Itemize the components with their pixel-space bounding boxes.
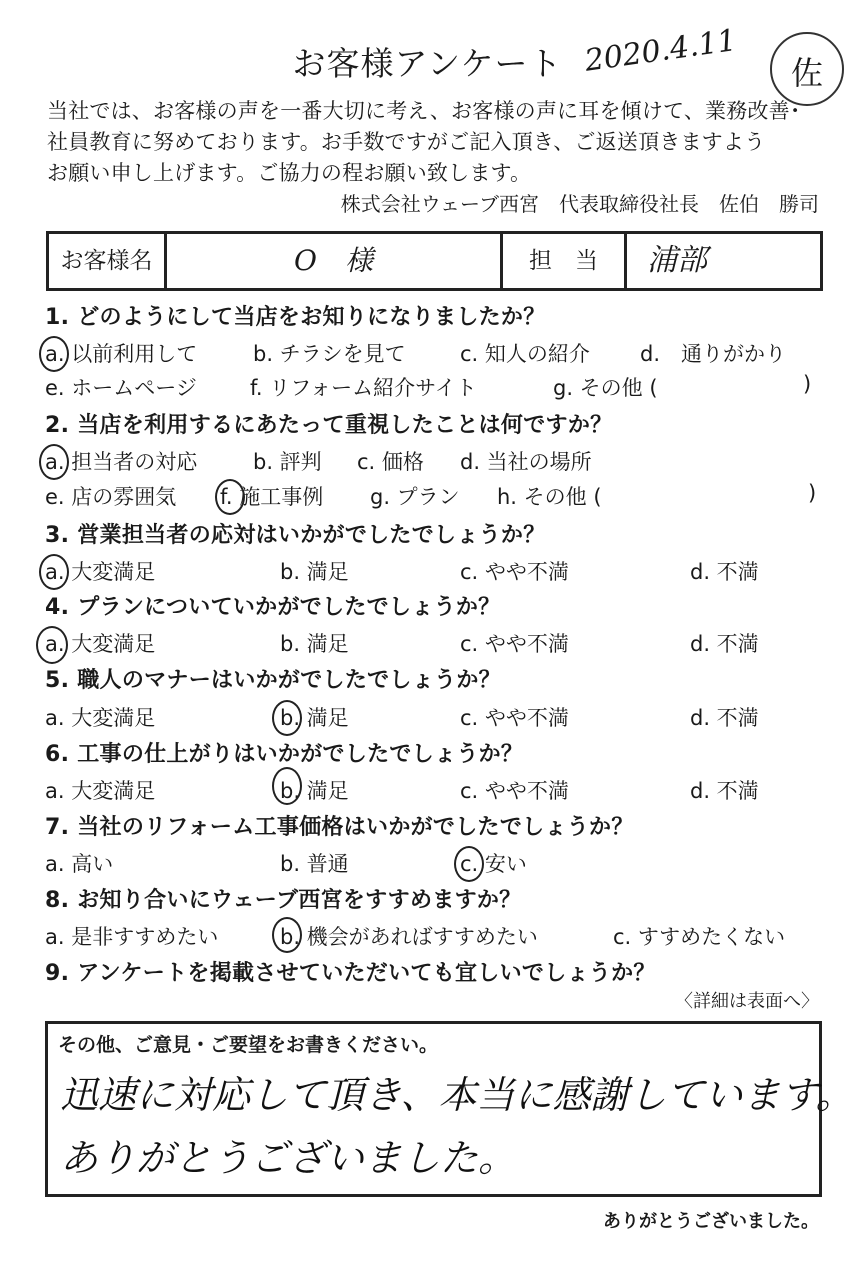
q1-option-a[interactable]: a. 以前利用して [45,342,198,366]
q1-option-e[interactable]: e. ホームページ [45,376,197,400]
q6-option-a[interactable]: a. 大変満足 [45,779,156,803]
question-5: 5. 職人のマナーはいかがでしたでしょうか？ [45,668,501,693]
detail-note: 〈詳細は表面へ〉 [675,991,819,1012]
q8-option-b[interactable]: b. 機会があればすすめたい [280,925,538,949]
q6-answer-circle [272,767,302,805]
q2-option-d[interactable]: d. 当社の場所 [460,450,592,474]
question-3: 3. 営業担当者の応対はいかがでしたでしょうか？ [45,523,546,548]
q2-option-a[interactable]: a. 担当者の対応 [45,450,198,474]
q7-option-c[interactable]: c. 安い [460,852,527,876]
stamp-char: 佐 [790,54,823,92]
comment-prompt: その他、ご意見・ご要望をお書きください。 [58,1034,439,1056]
q7-answer-circle [454,846,484,882]
q7-option-b[interactable]: b. 普通 [280,852,349,876]
question-8: 8. お知り合いにウェーブ西宮をすすめますか？ [45,888,522,913]
intro-line-1: 当社では、お客様の声を一番大切に考え、お客様の声に耳を傾けて、業務改善･ [47,99,801,123]
q5-answer-circle [272,700,302,736]
question-7: 7. 当社のリフォーム工事価格はいかがでしたでしょうか？ [45,815,634,840]
footer-thanks: ありがとうございました。 [603,1211,819,1232]
customer-info-box [46,231,823,291]
q4-option-b[interactable]: b. 満足 [280,632,349,656]
q6-option-c[interactable]: c. やや不満 [460,779,569,803]
question-6: 6. 工事の仕上がりはいかがでしたでしょうか？ [45,742,524,767]
q8-option-a[interactable]: a. 是非すすめたい [45,925,219,949]
company-signature: 株式会社ウェーブ西宮 代表取締役社長 佐伯 勝司 [340,192,819,216]
customer-name-value[interactable]: O 様 [167,234,503,288]
intro-line-3: お願い申し上げます。ご協力の程お願い致します。 [47,161,532,185]
q4-option-d[interactable]: d. 不満 [690,632,759,656]
q2-answer-circle-a [39,444,69,480]
customer-name-label: お客様名 [49,234,167,288]
q3-option-d[interactable]: d. 不満 [690,560,759,584]
handwritten-date: 2020.4.11 [582,22,739,79]
q3-option-b[interactable]: b. 満足 [280,560,349,584]
q4-option-c[interactable]: c. やや不満 [460,632,569,656]
q2-option-e[interactable]: e. 店の雰囲気 [45,485,177,509]
q2-option-b[interactable]: b. 評判 [253,450,322,474]
q2-option-h[interactable]: h. その他 ( [497,485,602,509]
staff-value[interactable]: 浦部 [647,243,707,278]
question-9: 9. アンケートを掲載させていただいても宜しいでしょうか？ [45,961,656,986]
q1-option-f[interactable]: f. リフォーム紹介サイト [250,376,477,400]
q2-option-g[interactable]: g. プラン [370,485,460,509]
q1-option-c[interactable]: c. 知人の紹介 [460,342,590,366]
q3-answer-circle [39,554,69,590]
question-1: 1. どのようにして当店をお知りになりましたか？ [45,305,546,330]
q8-answer-circle [272,917,302,953]
q2-paren-close: ) [808,481,817,505]
question-2: 2. 当店を利用するにあたって重視したことは何ですか？ [45,413,613,438]
q1-paren-close: ) [803,372,812,396]
q5-option-b[interactable]: b. 満足 [280,706,349,730]
q8-option-c[interactable]: c. すすめたくない [613,925,786,949]
q3-option-a[interactable]: a. 大変満足 [45,560,156,584]
question-4: 4. プランについていかがでしたでしょうか？ [45,595,501,620]
q6-option-b[interactable]: b. 満足 [280,779,349,803]
q2-option-c[interactable]: c. 価格 [357,450,424,474]
q2-option-f[interactable]: f. 施工事例 [220,485,324,509]
q6-option-d[interactable]: d. 不満 [690,779,759,803]
comment-line-1: 迅速に対応して頂き、本当に感謝しています。 [60,1073,854,1117]
q5-option-d[interactable]: d. 不満 [690,706,759,730]
q3-option-c[interactable]: c. やや不満 [460,560,569,584]
q5-option-c[interactable]: c. やや不満 [460,706,569,730]
q2-answer-circle-f [215,479,245,515]
q1-option-d[interactable]: d. 通りがかり [640,342,787,366]
q4-option-a[interactable]: a. 大変満足 [45,632,156,656]
q1-option-g[interactable]: g. その他 ( [553,376,658,400]
comment-line-2: ありがとうございました。 [60,1136,517,1180]
survey-title: お客様アンケート [292,44,563,83]
q4-answer-circle [36,626,68,664]
q1-answer-circle [39,336,69,372]
staff-label: 担 当 [503,234,627,288]
intro-line-2: 社員教育に努めております。お手数ですがご記入頂き、ご返送頂きますよう [47,130,766,154]
q7-option-a[interactable]: a. 高い [45,852,114,876]
q1-option-b[interactable]: b. チラシを見て [253,342,406,366]
q5-option-a[interactable]: a. 大変満足 [45,706,156,730]
